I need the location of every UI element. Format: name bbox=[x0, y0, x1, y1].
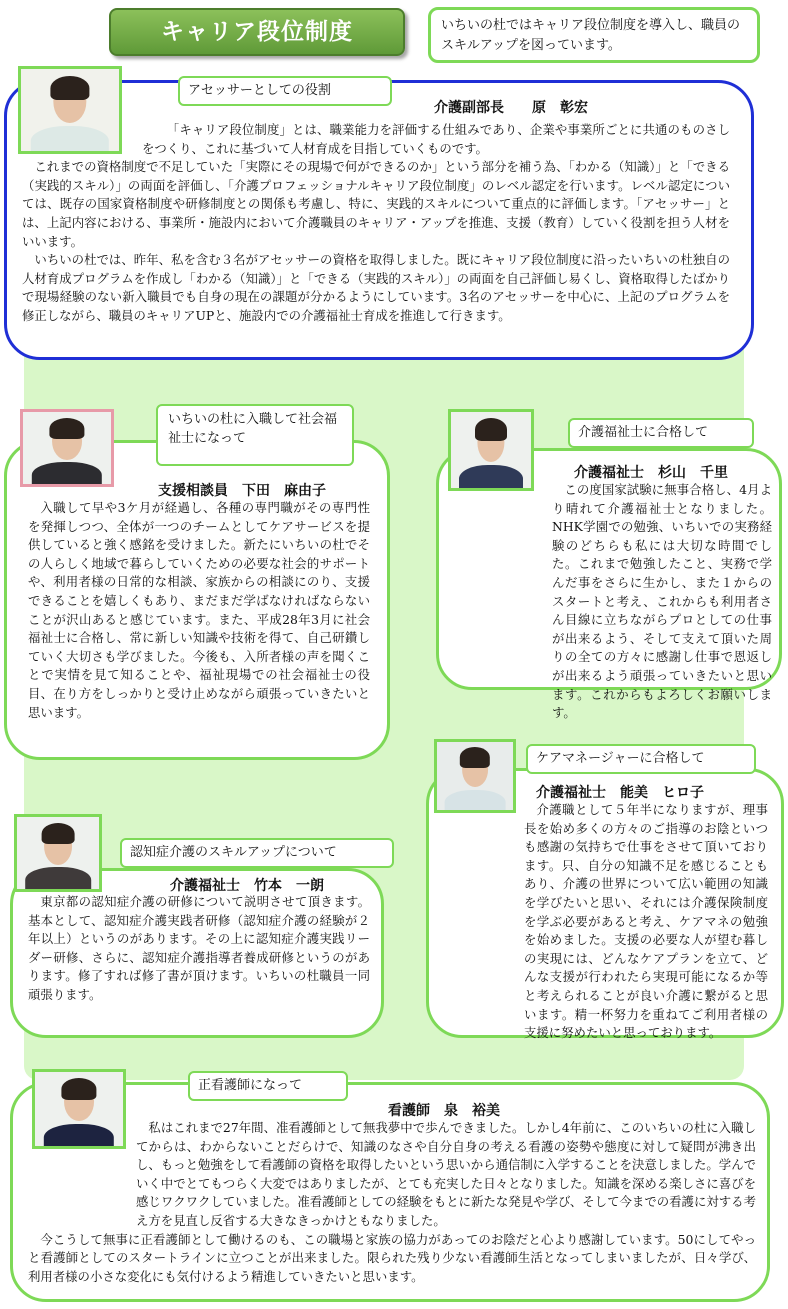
care-manager-label: ケアマネージャーに合格して bbox=[526, 744, 756, 774]
assessor-label: アセッサーとしての役割 bbox=[178, 76, 392, 106]
nurse-text: 私はこれまで27年間、准看護師として無我夢中で歩んできました。しかし4年前に、このいちいの杜に入職してからは、わからないことだらけで、知識のなさや自分自身の考える看護の姿勢や態度に対して疑問が沸き出し、もっと勉強をして看護師の資格を取得したいという思いから通信制に入学することを決意しました。学んでいく中でとてもつらく大変ではありましたが、とても充実した日々となりました。知識を深める楽しさに喜びを感じワクワクしていました。准看護師としての経験をもとに新たな発見や学び、そして今までの看護に対する考え方を見直し反省する大きなきっかけともなりました。 今こうして無事に正看護師として働けるのも、この職場と家族の協力があってのお陰だと心より感謝しています。50にしてやっと看護師としてのスタートラインに立つことが出来ました。限られた残り少ない看護師生活となってしまいましたが、日々学び、利用者様の小さな変化にも気付けるよう精進していきたいと思います。 bbox=[28, 1120, 756, 1284]
social-worker-label: いちいの杜に入職して社会福祉士になって bbox=[156, 404, 354, 466]
care-manager-name: 介護福祉士 能美 ヒロ子 bbox=[536, 785, 704, 801]
intro-note: いちいの杜ではキャリア段位制度を導入し、職員のスキルアップを図っています。 bbox=[428, 7, 760, 63]
nurse-label: 正看護師になって bbox=[188, 1071, 348, 1101]
care-worker-label: 介護福祉士に合格して bbox=[568, 418, 754, 448]
dementia-photo bbox=[14, 814, 102, 892]
assessor-text: 「キャリア段位制度」とは、職業能力を評価する仕組みであり、企業や事業所ごとに共通のものさしをつくり、これに基づいて人材育成を目指していくものです。 これまでの資格制度で不足していた「実際にその現場で何ができるのか」という部分を補う為、「わかる（知識）」と「できる（実践的スキル）」の両面を評価し、「介護プロフェッショナルキャリア段位制度」のレベル認定を行います。レベル認定については、既存の国家資格制度や研修制度との関係も考慮し、特に、実践的スキルについて重点的に評価します。「アセッサー」とは、上記内容における、事業所・施設内において介護職員のキャリア・アップを推進、支援（教育）していく役割を担う人材をいいます。 いちいの杜では、昨年、私を含む３名がアセッサーの資格を取得しました。既にキャリア段位制度に沿ったいちいの杜独自の人材育成プログラムを作成し「わかる（知識）」と「できる（実践的スキル）」の両面を自己評価し易くし、資格取得したばかりで現場経験のない新入職員でも自身の現在の課題が分かるようにしています。3名のアセッサーを中心に、上記のプログラムを修正しながら、職員のキャリアUPと、施設内での介護福祉士育成を推進して行きます。 bbox=[22, 122, 730, 323]
care-manager-text: 介護職として５年半になりますが、理事長を始め多くの方々のご指導のお陰といつも感謝の気持ちで仕事をさせて頂いております。只、自分の知識不足を感じることもあり、介護の世界について広い範囲の知識を学びたいと思い、それには介護保険制度を学ぶ必要があると考え、ケアマネの勉強を始めました。支援の必要な人が望む暮しの実現には、どんなケアプランを立て、どんな支援が行われたら実現可能になるか等と考えられることが良い介護に繋がると思います。精一杯努力を重ねてご利用者様の支援に努めたいと思っております。 bbox=[524, 802, 768, 1041]
assessor-name: 介護副部長 原 彰宏 bbox=[434, 100, 588, 116]
page-title: キャリア段位制度 bbox=[109, 8, 405, 56]
dementia-name: 介護福祉士 竹本 一朗 bbox=[170, 878, 324, 894]
dementia-label: 認知症介護のスキルアップについて bbox=[120, 838, 394, 868]
social-worker-text: 入職して早や3ケ月が経過し、各種の専門職がその専門性を発揮しつつ、全体が一つのチームとしてケアサービスを提供していると強く感銘を受けました。新たにいちいの杜でその人らしく地域で暮らしていくための必要な社会的サポートや、利用者様の日常的な相談、家族からの相談にのり、支援できることを嬉しくもあり、まだまだ学ばなければならないことが沢山あると感じています。また、平成28年3月に社会福祉士に合格し、常に新しい知識や技術を得て、自己研鑽していく大切さも学びました。今後も、入所者様の声を聞くことで実情を見て知ることや、福祉現場での社会福祉士の役目、在り方をしっかりと受け止めながら頑張っていきたいと思います。 bbox=[28, 500, 370, 720]
social-worker-name: 支援相談員 下田 麻由子 bbox=[158, 483, 326, 499]
nurse-name: 看護師 泉 裕美 bbox=[388, 1103, 500, 1119]
social-worker-photo bbox=[20, 409, 114, 487]
care-worker-text: この度国家試験に無事合格し、4月より晴れて介護福祉士となりました。NHK学園での勉強、いちいでの実務経験のどちらも私には大切な時間でした。これまで勉強したこと、実務で学んだ事をさらに生かし、また１からのスタートと考え、これからも利用者さん目線に立ちながらプロとしての仕事が出来るよう、そして支えて頂いた周りの全ての方々に感謝し仕事で恩返しが出来るよう頑張っていきたいと思います。これからもよろしくお願いします。 bbox=[552, 482, 772, 721]
care-worker-photo bbox=[448, 409, 534, 491]
care-worker-name: 介護福祉士 杉山 千里 bbox=[574, 465, 728, 481]
dementia-text: 東京都の認知症介護の研修について説明させて頂きます。基本として、認知症介護実践者研修（認知症介護の経験が２年以上）というのがあります。その上に認知症介護実践リーダー研修、さらに、認知症介護指導者養成研修というのがあります。修了すれば修了書が頂けます。いちいの杜職員一同頑張ります。 bbox=[28, 894, 370, 1002]
